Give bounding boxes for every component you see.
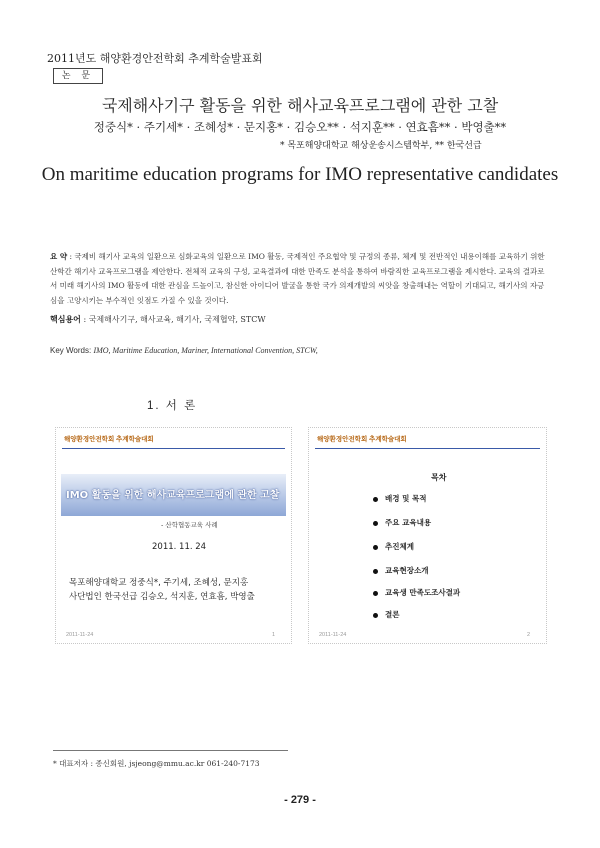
toc-item: 교육생 만족도조사결과	[373, 587, 460, 598]
affiliation: * 목포해양대학교 해상운송시스템학부, ** 한국선급	[280, 141, 482, 151]
toc-item: 교육현장소개	[373, 565, 428, 576]
bullet-icon	[373, 497, 378, 502]
toc-title: 목차	[431, 473, 447, 482]
paper-type-tag: 논 문	[53, 68, 103, 84]
conference-header: 2011년도 해양환경안전학회 추계학술발표회	[47, 52, 263, 65]
bullet-icon	[373, 591, 378, 596]
slide-page-number: 1	[271, 632, 275, 638]
abstract	[50, 250, 550, 308]
abstract-text: : 국제비 해기사 교육의 일환으로 심화교육의 일환으로 IMO 활동, 국제적인 주요협약 및 규정의 종류, 체계 및 전반적인 내용이해를 교육하기 위한 산학간 해기사 교육프로그램을 제안한다. 전체적 교육의 구성, 교육결과에 대한 만족도 분석을 통하여 바람직한 교육프로그램을 제시한다. 교육의 결과로서 미래 해기사의 IMO 활동에 대한 관심을 드높이고, 참신한 아이디어 발굴을 통한 국가 의제개발의 씨앗을 창출해내는 역할이 기대되고, 해기사의 자긍심을 고양시키는 부수적인 잇점도 가질 수 있을 것이다.	[50, 252, 545, 305]
toc-item: 배경 및 목적	[373, 493, 426, 504]
toc-item: 결론	[373, 609, 400, 620]
keywords-korean-text: : 국제해사기구, 해사교육, 해기사, 국제협약, STCW	[83, 315, 266, 324]
author-list: 정중식* · 주기세* · 조혜성* · 문지홍* · 김승오** · 석지훈** · 연효흠** · 박영출**	[93, 120, 507, 134]
slide-footer-date: 2011-11-24	[66, 632, 94, 638]
toc-item: 추진체계	[373, 541, 414, 552]
slide-subtitle: - 산학협동교육 사례	[161, 521, 218, 529]
slide-title: IMO 활동을 위한 해사교육프로그램에 관한 고찰	[66, 490, 280, 501]
keywords-english-label: Key Words:	[50, 346, 92, 355]
bullet-icon	[373, 521, 378, 526]
slide-page-number: 2	[526, 632, 530, 638]
toc-item: 주요 교육내용	[373, 517, 431, 528]
slide-figure-1	[55, 427, 292, 644]
footnote: * 대표저자 : 종신회원, jsjeong@mmu.ac.kr 061-240-7173	[53, 759, 260, 768]
slide-authors-line-2: 사단법인 한국선급 김승오, 석지훈, 연효흠, 박영출	[69, 592, 255, 602]
slide-header: 해양환경안전학회 추계학술대회	[317, 436, 407, 443]
bullet-icon	[373, 613, 378, 618]
paper-title-english: On maritime education programs for IMO representative candidates	[41, 164, 559, 185]
page-number: - 279 -	[284, 794, 316, 806]
footnote-rule	[53, 750, 288, 751]
bullet-icon	[373, 569, 378, 574]
slide-date: 2011. 11. 24	[152, 542, 207, 552]
slide-footer-date: 2011-11-24	[319, 632, 347, 638]
slide-figure-2	[308, 427, 547, 644]
keywords-english	[50, 346, 318, 355]
keywords-korean	[50, 314, 266, 325]
slide-divider	[315, 448, 540, 449]
slide-authors-line-1: 목포해양대학교 정중식*, 주기세, 조혜성, 문지홍	[69, 578, 249, 588]
keywords-english-text: IMO, Maritime Education, Mariner, International Convention, STCW,	[93, 346, 318, 355]
paper-title-korean: 국제해사기구 활동을 위한 해사교육프로그램에 관한 고찰	[101, 96, 499, 115]
slide-header: 해양환경안전학회 추계학술대회	[64, 436, 154, 443]
section-heading-introduction: 1. 서 론	[147, 400, 198, 412]
abstract-label: 요 약	[50, 252, 68, 261]
slide-divider	[62, 448, 285, 449]
keywords-korean-label: 핵심용어	[50, 314, 81, 324]
bullet-icon	[373, 545, 378, 550]
